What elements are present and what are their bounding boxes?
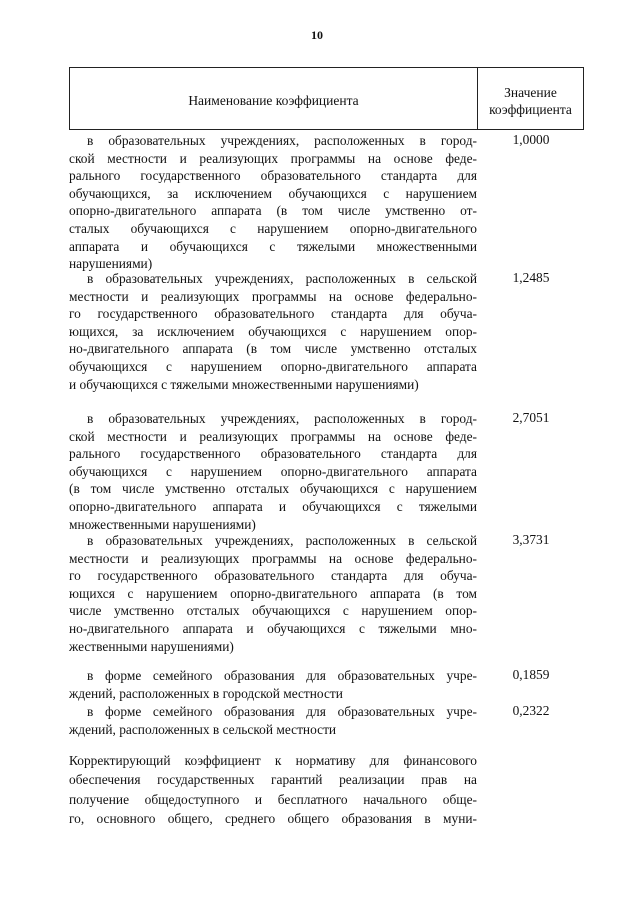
text-line: ющихся, за исключением обучающихся с нарушением опор-	[69, 323, 477, 339]
coefficient-value: 1,0000	[512, 132, 550, 147]
text-line: в образовательных учреждениях, расположенных в город-	[87, 411, 477, 426]
table-row-text	[69, 667, 477, 702]
column-header-name-label: Наименование коэффициента	[188, 92, 359, 108]
text-line: го, основного общего, среднего общего образования в муни-	[69, 811, 477, 827]
page-number: 10	[311, 28, 323, 42]
text-line: ждений, расположенных в городской местности	[69, 685, 343, 701]
column-header-value	[478, 68, 583, 129]
text-line: сталых обучающихся с нарушением опорно-двигательного	[69, 220, 477, 236]
text-line: Корректирующий коэффициент к нормативу для финансового	[69, 753, 477, 768]
text-line: обучающихся, за исключением обучающихся с нарушением	[69, 185, 477, 201]
text-line: рального государственного образовательного стандарта для	[69, 168, 477, 184]
table-row-text	[69, 270, 477, 393]
table-row-text	[69, 703, 477, 738]
text-line: числе умственно отсталых обучающихся с нарушением опор-	[69, 603, 477, 619]
text-line: но-двигательного аппарата (в том числе умственно отсталых	[69, 341, 477, 357]
text-line: обучающихся с нарушением опорно-двигательного аппарата	[69, 358, 477, 374]
text-line: множественными нарушениями)	[69, 516, 256, 532]
text-line: (в том числе умственно отсталых обучающихся с нарушением	[69, 481, 477, 497]
text-line: рального государственного образовательного стандарта для	[69, 446, 477, 462]
text-line: го государственного образовательного стандарта для обуча-	[69, 568, 477, 584]
text-line: в образовательных учреждениях, расположенных в город-	[87, 133, 477, 148]
text-line: местности и реализующих программы на основе федерально-	[69, 288, 477, 304]
text-line: аппарата и обучающихся с тяжелыми множественными	[69, 238, 477, 254]
table-row-text	[69, 532, 477, 655]
table-row-text	[69, 410, 477, 533]
text-line: нарушениями)	[69, 256, 153, 272]
text-line: получение общедоступного и бесплатного начального обще-	[69, 791, 477, 807]
text-line: в форме семейного образования для образовательных учре-	[87, 668, 477, 683]
text-line: ждений, расположенных в сельской местности	[69, 721, 337, 737]
column-header-value-line2: коэффициента	[489, 101, 572, 117]
text-line: ющихся с нарушением опорно-двигательного аппарата (в том	[69, 585, 477, 601]
text-line: в образовательных учреждениях, расположенных в сельской	[87, 533, 477, 548]
coefficient-value: 3,3731	[512, 532, 550, 547]
coefficient-value: 0,1859	[512, 667, 550, 682]
coefficient-value: 0,2322	[512, 703, 550, 718]
text-line: ской местности и реализующих программы на основе феде-	[69, 428, 477, 444]
text-line: в форме семейного образования для образовательных учре-	[87, 704, 477, 719]
coefficient-value: 2,7051	[512, 410, 550, 425]
text-line: и обучающихся с тяжелыми множественными нарушениями)	[69, 376, 419, 392]
text-line: опорно-двигательного аппарата и обучающихся с тяжелыми	[69, 498, 477, 514]
text-line: местности и реализующих программы на основе федерально-	[69, 550, 477, 566]
text-line: жественными нарушениями)	[69, 638, 234, 654]
table-header	[69, 67, 584, 130]
column-header-value-line1: Значение	[504, 84, 557, 100]
coefficient-value: 1,2485	[512, 270, 550, 285]
text-line: ской местности и реализующих программы на основе феде-	[69, 150, 477, 166]
text-line: опорно-двигательного аппарата (в том числе умственно от-	[69, 203, 477, 219]
footer-paragraph	[69, 751, 477, 829]
text-line: но-двигательного аппарата и обучающихся с тяжелыми мно-	[69, 620, 477, 636]
column-header-name	[70, 68, 478, 129]
text-line: обеспечения государственных гарантий реализации прав на	[69, 772, 477, 788]
table-row-text	[69, 132, 477, 273]
text-line: обучающихся с нарушением опорно-двигательного аппарата	[69, 463, 477, 479]
text-line: в образовательных учреждениях, расположенных в сельской	[87, 271, 477, 286]
text-line: го государственного образовательного стандарта для обуча-	[69, 306, 477, 322]
